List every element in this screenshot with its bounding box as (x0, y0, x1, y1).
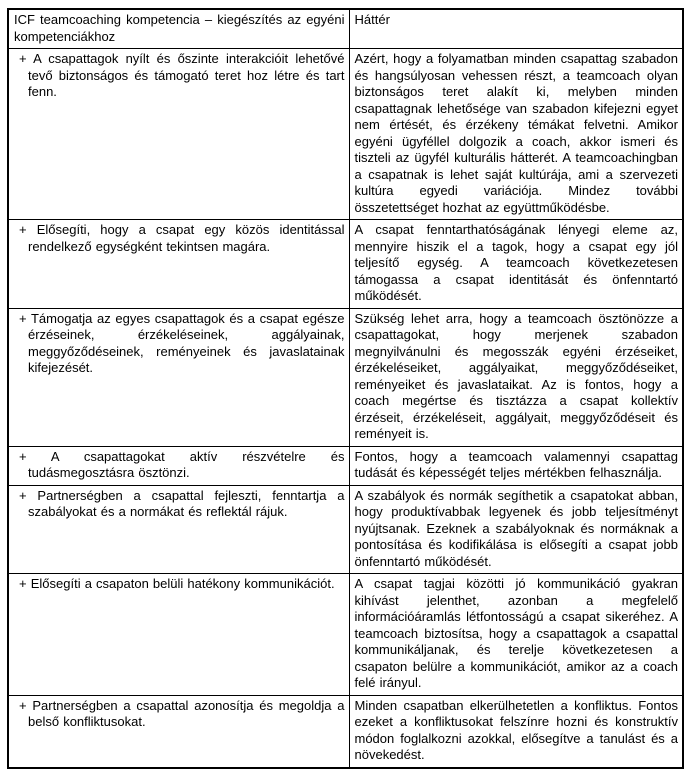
competence-item (14, 222, 345, 255)
competence-text: Elősegíti a csapaton belüli hatékony kommunikációt. (30, 576, 335, 591)
header-background (349, 9, 683, 49)
competence-item (14, 576, 345, 593)
table-row (8, 220, 683, 309)
competency-table (7, 8, 684, 769)
competence-cell (8, 574, 349, 696)
background-text: Azért, hogy a folyamatban minden csapattag szabadon és hangsúlyosan vehessen részt, a teamcoach olyan biztonságos teret alakít ki, melyben minden csapattagnak lehetősége van szabadon kifejezni egyet nem értését, és érzékeny témákat felvetni. Amikor egyéni ügyféllel dolgozik a coach, akkor ismeri és tiszteli az ügyfél kulturális hátterét. A teamcoachingban a csapatnak is lehet saját kultúrája, ami a szervezeti kultúra egyedi variációja. Mindez további összetettséget hozhat az együttműködésbe. (354, 51, 678, 215)
competence-text: A csapattagok nyílt és őszinte interakcióit lehetővé tevő biztonságos és támogató teret hoz létre és tart fenn. (28, 51, 345, 99)
plus-bullet: + (19, 576, 27, 591)
competence-item (14, 311, 345, 377)
competence-text: Támogatja az egyes csapattagok és a csapat egésze érzéseinek, érzékeléseinek, aggályainak, meggyőződéseinek, reményeinek és javaslatainak kifejezését. (28, 310, 345, 375)
background-cell (349, 485, 683, 574)
competence-item (14, 449, 345, 482)
background-text: A csapat tagjai közötti jó kommunikáció gyakran kihívást jelenthet, azonban a megfelelő információáramlás létfontosságú a csapat sikeréhez. A teamcoach biztosítsa, hogy a csapattagok a csapattal kommunikáljanak, és terelje következetesen a csapaton belülre a kommunikációt, amikor az a coach felé irányul. (354, 576, 678, 690)
background-cell (349, 49, 683, 220)
background-cell (349, 695, 683, 768)
competence-item (14, 51, 345, 101)
table-row (8, 308, 683, 446)
plus-bullet: + (19, 310, 27, 326)
competence-text: Elősegíti, hogy a csapat egy közös identitással rendelkező egységként tekintsen magára. (28, 222, 345, 254)
plus-bullet: + (19, 51, 27, 66)
background-text: A szabályok és normák segíthetik a csapatokat abban, hogy produktívabbak legyenek és jobb teljesítményt nyújtsanak. Ezeknek a szabályoknak és normáknak a pontosítása és kodifikálása is elősegíti a csapat jobb önfenntartó működését. (354, 487, 678, 569)
competence-cell (8, 485, 349, 574)
table-row (8, 574, 683, 696)
header-competence (8, 9, 349, 49)
background-text: Minden csapatban elkerülhetetlen a konfliktus. Fontos ezeket a konfliktusokat felszínre hozni és konstruktív módon foglalkozni azokkal, elősegítve a tanulást és a növekedést. (354, 697, 678, 762)
header-row (8, 9, 683, 49)
background-cell (349, 308, 683, 446)
table-row (8, 485, 683, 574)
competence-cell (8, 220, 349, 309)
background-cell (349, 220, 683, 309)
competence-item (14, 698, 345, 731)
background-text: A csapat fenntarthatóságának lényegi eleme az, mennyire hiszik el a tagok, hogy a csapat egy jól teljesítő egység. A teamcoach következetesen támogassa a csapat identitását és önfenntartó működését. (354, 222, 678, 303)
background-cell (349, 446, 683, 485)
background-cell (349, 574, 683, 696)
header-competence-text: ICF teamcoaching kompetencia – kiegészítés az egyéni kompetenciákhoz (14, 12, 345, 44)
background-text: Fontos, hogy a teamcoach valamennyi csapattag tudását és képességét teljes mértékben felhasználja. (354, 448, 678, 480)
competence-cell (8, 695, 349, 768)
competence-cell (8, 308, 349, 446)
header-background-text: Háttér (354, 12, 390, 27)
competence-text: Partnerségben a csapattal azonosítja és megoldja a belső konfliktusokat. (28, 697, 345, 729)
background-text: Szükség lehet arra, hogy a teamcoach ösztönözze a csapattagokat, hogy merjenek szabadon megnyilvánulni és megosszák egyéni érzéseiket, érzékeléseiket, aggályaikat, meggyőződéseiket, reményeiket és javaslataikat. Az is fontos, hogy a coach megértse és tisztázza a csapat kollektív érzéseit, érzékeléseit, aggályait, meggyőződéseit és reményeit is. (354, 310, 678, 441)
competence-cell (8, 49, 349, 220)
plus-bullet: + (19, 222, 27, 237)
plus-bullet: + (19, 448, 27, 464)
table-row (8, 446, 683, 485)
table-row (8, 49, 683, 220)
competence-text: A csapattagokat aktív részvételre és tudásmegosztásra ösztönzi. (28, 448, 345, 480)
table-row (8, 695, 683, 768)
plus-bullet: + (19, 697, 27, 713)
competence-item (14, 488, 345, 521)
competence-text: Partnerségben a csapattal fejleszti, fenntartja a szabályokat és a normákat és reflektál rájuk. (28, 487, 345, 519)
plus-bullet: + (19, 487, 27, 503)
competence-cell (8, 446, 349, 485)
